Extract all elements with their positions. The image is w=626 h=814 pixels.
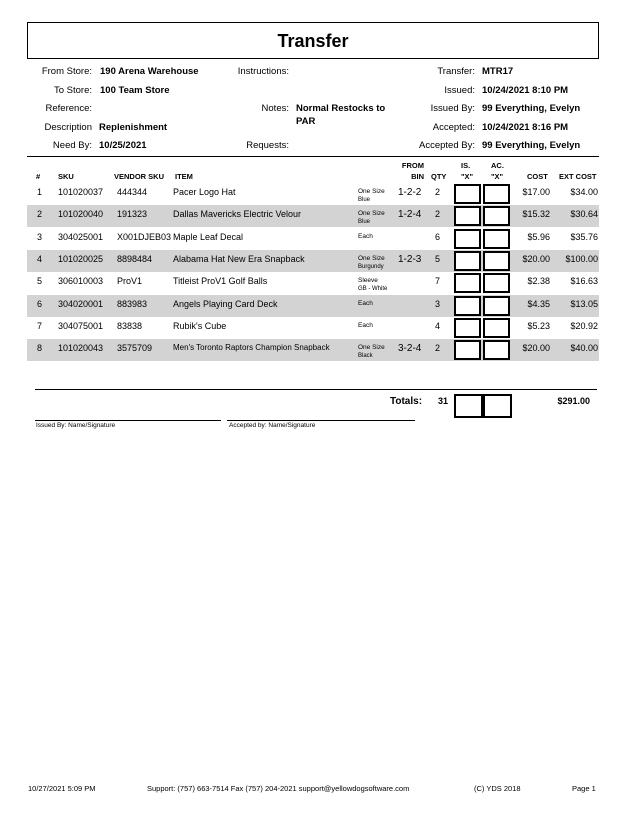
- col-qty: QTY: [431, 172, 447, 181]
- row-qty: 3: [435, 298, 441, 309]
- row-option-color: Black: [358, 353, 373, 360]
- row-item: Alabama Hat New Era Snapback: [173, 253, 305, 264]
- accepted-by-label: Accepted By:: [419, 140, 475, 151]
- issued-label: Issued:: [444, 85, 475, 96]
- row-sku: 304020001: [58, 298, 104, 309]
- totals-ext: $291.00: [557, 396, 590, 406]
- col-num: #: [36, 172, 41, 181]
- row-cost: $15.32: [522, 209, 550, 220]
- col-vendor-sku: VENDOR SKU: [114, 172, 165, 181]
- footer-printed-date: 10/27/2021 5:09 PM: [28, 784, 96, 793]
- row-sku: 304075001: [58, 320, 104, 331]
- table-row: [27, 205, 599, 227]
- row-sku: 101020025: [58, 253, 104, 264]
- row-cost: $20.00: [522, 253, 550, 264]
- row-cost: $17.00: [522, 187, 550, 197]
- row-vendor-sku: ProV1: [117, 276, 143, 287]
- row-ext-cost: $35.76: [570, 231, 598, 242]
- row-option-size: One Size: [358, 254, 385, 262]
- row-ext-cost: $100.00: [565, 253, 598, 264]
- instructions-label: Instructions:: [237, 66, 289, 77]
- row-sku: 101020040: [58, 209, 104, 220]
- row-qty: 7: [435, 276, 441, 287]
- row-ext-cost: $30.64: [570, 209, 598, 220]
- row-item: Titleist ProV1 Golf Balls: [173, 276, 268, 287]
- need-by-value: 10/25/2021: [99, 140, 147, 151]
- title-box: [27, 22, 599, 59]
- table-row: [27, 272, 599, 294]
- from-store-label: From Store:: [41, 66, 92, 77]
- row-vendor-sku: 444344: [117, 187, 148, 197]
- col-ac-2: "X": [491, 172, 504, 181]
- row-qty: 5: [435, 253, 441, 264]
- accepted-signature-label: Accepted by: Name/Signature: [229, 422, 316, 429]
- footer-page: Page 1: [572, 784, 596, 793]
- row-option-color: GB - White: [358, 286, 388, 293]
- header-divider: [27, 156, 599, 157]
- row-from-bin: 1-2-3: [398, 253, 422, 265]
- row-number: 2: [37, 209, 43, 220]
- notes-value-line1: Normal Restocks to: [296, 103, 386, 114]
- row-qty: 4: [435, 320, 441, 331]
- row-item: Maple Leaf Decal: [173, 231, 244, 242]
- row-issued-checkbox[interactable]: [454, 273, 481, 293]
- col-ac-1: AC.: [491, 161, 504, 170]
- row-accepted-checkbox[interactable]: [483, 229, 510, 249]
- notes-value-line2: PAR: [296, 116, 316, 127]
- from-store-value: 190 Arena Warehouse: [100, 66, 199, 77]
- notes-label: Notes:: [261, 103, 289, 114]
- totals-label: Totals:: [390, 396, 423, 407]
- accepted-by-value: 99 Everything, Evelyn: [482, 140, 581, 151]
- totals-issued-box[interactable]: [454, 394, 483, 418]
- row-option-size: One Size: [358, 344, 385, 352]
- reference-label: Reference:: [45, 103, 92, 114]
- row-item: Pacer Logo Hat: [173, 187, 236, 197]
- footer-copyright: (C) YDS 2018: [474, 784, 521, 793]
- description-value: Replenishment: [99, 122, 168, 133]
- row-qty: 2: [435, 209, 441, 220]
- need-by-label: Need By:: [52, 140, 92, 151]
- row-vendor-sku: 191323: [117, 209, 148, 220]
- accepted-label: Accepted:: [432, 122, 475, 133]
- row-ext-cost: $40.00: [570, 343, 598, 354]
- col-is-2: "X": [461, 172, 474, 181]
- table-row: [27, 339, 599, 361]
- row-option-size: One Size: [358, 210, 385, 218]
- to-store-label: To Store:: [53, 85, 92, 96]
- row-number: 6: [37, 298, 43, 309]
- col-sku: SKU: [58, 172, 74, 181]
- row-number: 8: [37, 343, 43, 354]
- row-ext-cost: $13.05: [570, 298, 598, 309]
- issued-signature-label: Issued By: Name/Signature: [36, 422, 116, 429]
- row-accepted-checkbox[interactable]: [483, 318, 510, 338]
- table-row: [27, 228, 599, 250]
- row-option-color: Blue: [358, 197, 371, 203]
- issued-by-value: 99 Everything, Evelyn: [482, 103, 581, 114]
- row-option-color: Blue: [358, 219, 371, 226]
- totals-divider: [35, 389, 597, 390]
- row-issued-checkbox[interactable]: [454, 184, 481, 204]
- issued-by-label: Issued By:: [430, 103, 475, 114]
- col-item: ITEM: [175, 172, 193, 181]
- issued-signature-line: [35, 420, 221, 421]
- col-from-bin-1: FROM: [401, 161, 424, 170]
- totals-qty: 31: [438, 396, 449, 406]
- accepted-signature-line: [227, 420, 415, 421]
- row-option-size: Each: [358, 299, 373, 307]
- totals-accepted-box[interactable]: [483, 394, 512, 418]
- row-from-bin: 3-2-4: [398, 343, 422, 355]
- row-cost: $5.23: [527, 320, 550, 331]
- row-accepted-checkbox[interactable]: [483, 273, 510, 293]
- issued-value: 10/24/2021 8:10 PM: [482, 85, 569, 96]
- row-option-size: Sleeve: [358, 277, 378, 285]
- row-cost: $20.00: [522, 343, 550, 354]
- transfer-value: MTR17: [482, 66, 514, 77]
- row-accepted-checkbox[interactable]: [483, 340, 510, 360]
- row-number: 3: [37, 231, 43, 242]
- row-issued-checkbox[interactable]: [454, 206, 481, 226]
- row-number: 5: [37, 276, 43, 287]
- page-title: Transfer: [277, 31, 349, 51]
- row-sku: 101020043: [58, 343, 104, 354]
- row-ext-cost: $34.00: [570, 187, 598, 197]
- row-ext-cost: $16.63: [570, 276, 598, 287]
- table-row: [27, 295, 599, 317]
- row-accepted-checkbox[interactable]: [483, 184, 510, 204]
- requests-label: Requests:: [246, 140, 289, 151]
- transfer-label: Transfer:: [437, 66, 475, 77]
- table-row: [27, 183, 599, 205]
- row-item: Dallas Mavericks Electric Velour: [173, 209, 302, 220]
- row-item: Angels Playing Card Deck: [173, 298, 278, 309]
- row-vendor-sku: 83838: [117, 320, 143, 331]
- table-row: [27, 317, 599, 339]
- table-row: [27, 250, 599, 272]
- row-cost: $4.35: [527, 298, 550, 309]
- row-qty: 6: [435, 231, 441, 242]
- row-issued-checkbox[interactable]: [454, 296, 481, 316]
- row-from-bin: 1-2-4: [398, 209, 422, 221]
- row-option-color: Burgundy: [358, 263, 384, 270]
- row-cost: $5.96: [527, 231, 550, 242]
- row-option-size: One Size: [358, 188, 385, 195]
- row-item: Men's Toronto Raptors Champion Snapback: [173, 343, 330, 353]
- row-accepted-checkbox[interactable]: [483, 296, 510, 316]
- row-cost: $2.38: [527, 276, 550, 287]
- row-issued-checkbox[interactable]: [454, 340, 481, 360]
- row-number: 1: [37, 187, 43, 197]
- row-sku: 304025001: [58, 231, 104, 242]
- row-qty: 2: [435, 187, 441, 197]
- accepted-value: 10/24/2021 8:16 PM: [482, 122, 569, 133]
- col-ext-cost: EXT COST: [559, 172, 597, 181]
- row-qty: 2: [435, 343, 441, 354]
- col-from-bin-2: BIN: [411, 172, 424, 181]
- footer-support: Support: (757) 663-7514 Fax (757) 204-2021 support@yellowdogsoftware.com: [147, 784, 410, 793]
- row-sku: 306010003: [58, 276, 104, 287]
- row-option-size: Each: [358, 321, 373, 329]
- row-ext-cost: $20.92: [570, 320, 598, 331]
- row-vendor-sku: X001DJEB03: [117, 231, 172, 242]
- row-issued-checkbox[interactable]: [454, 251, 481, 271]
- row-issued-checkbox[interactable]: [454, 229, 481, 249]
- row-vendor-sku: 3575709: [117, 343, 153, 354]
- row-accepted-checkbox[interactable]: [483, 251, 510, 271]
- row-vendor-sku: 883983: [117, 298, 148, 309]
- row-number: 4: [37, 253, 43, 264]
- col-is-1: IS.: [461, 161, 471, 170]
- row-vendor-sku: 8898484: [117, 253, 153, 264]
- row-option-size: Each: [358, 232, 373, 240]
- to-store-value: 100 Team Store: [100, 85, 170, 96]
- col-cost: COST: [527, 172, 548, 181]
- row-sku: 101020037: [58, 187, 104, 197]
- row-item: Rubik's Cube: [173, 320, 227, 331]
- row-from-bin: 1-2-2: [398, 187, 422, 198]
- row-issued-checkbox[interactable]: [454, 318, 481, 338]
- description-label: Description: [44, 122, 92, 133]
- row-accepted-checkbox[interactable]: [483, 206, 510, 226]
- row-number: 7: [37, 320, 43, 331]
